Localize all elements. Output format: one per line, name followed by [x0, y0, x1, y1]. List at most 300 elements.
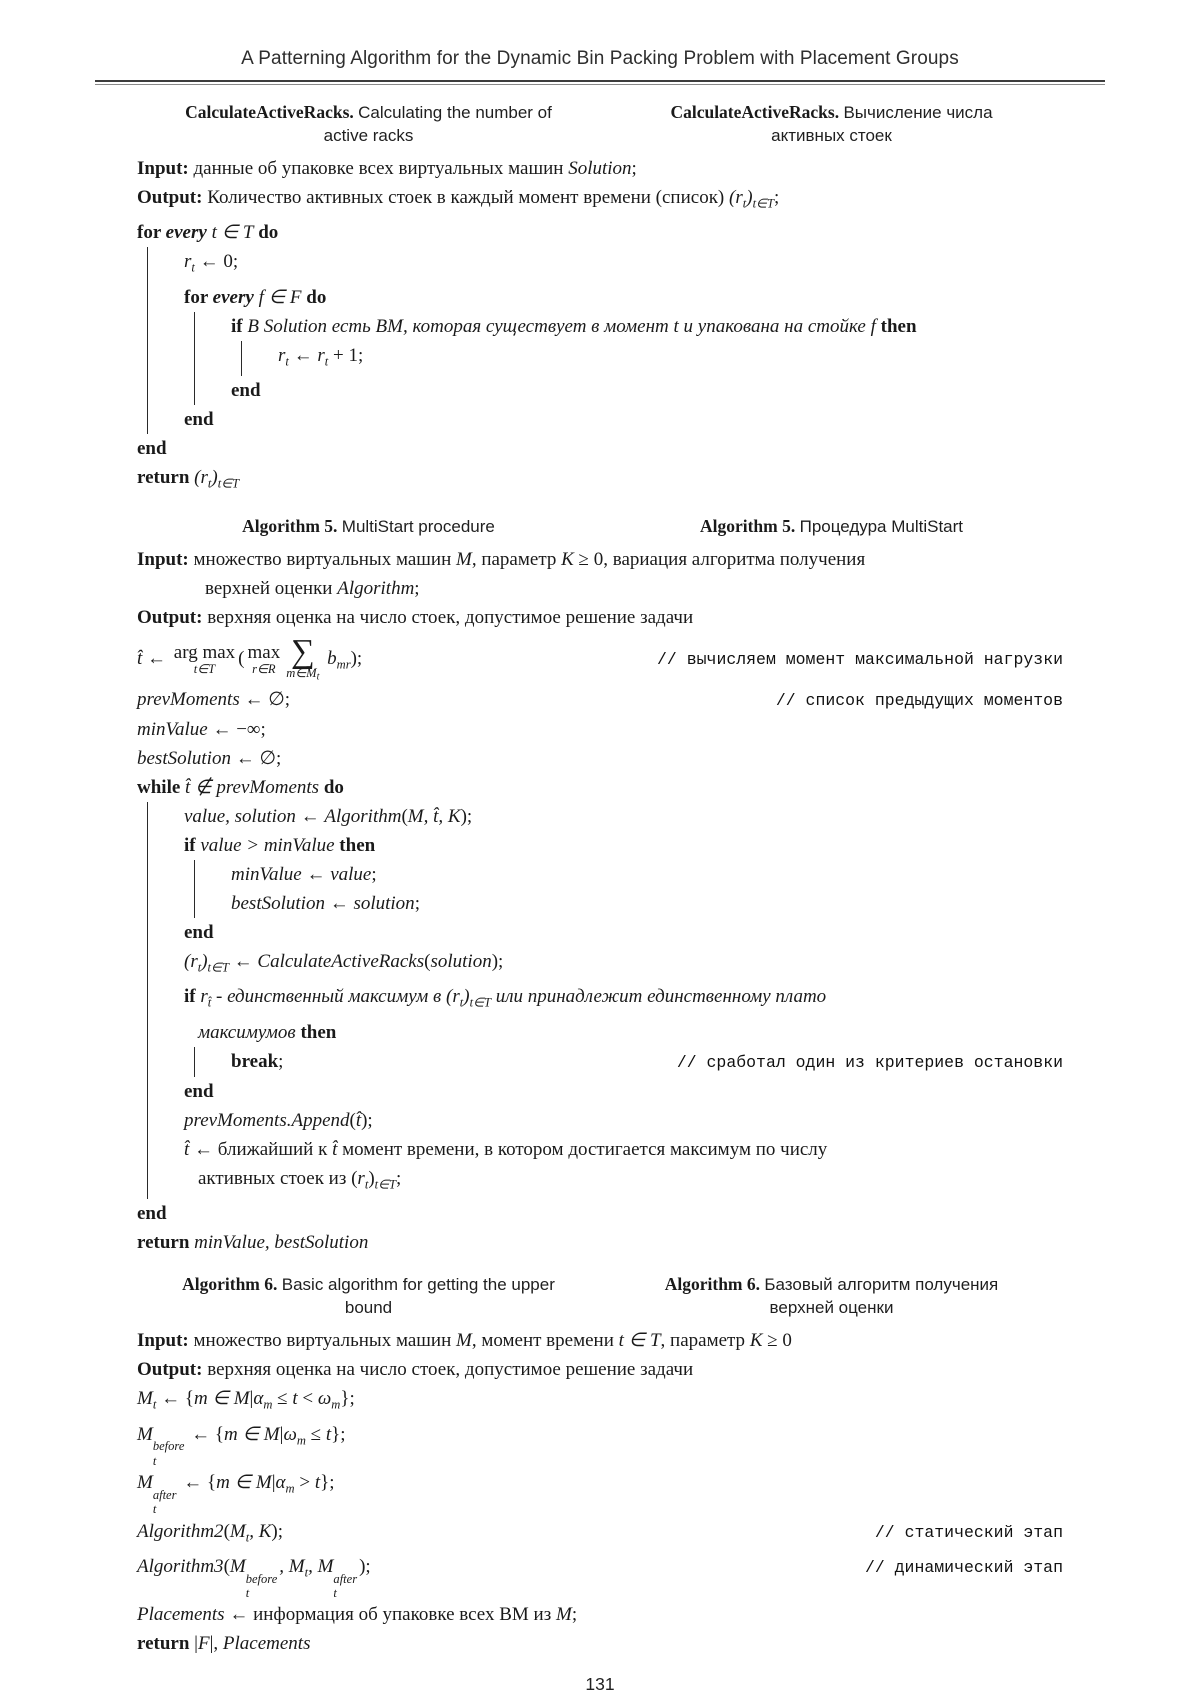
text-run: ← {: [178, 1472, 217, 1494]
text-run: [600, 515, 1063, 539]
text-run: [252, 663, 275, 676]
text-run: t̂: [332, 1138, 338, 1160]
text-run: ω: [317, 1388, 332, 1410]
algo-line: [137, 1420, 1063, 1469]
text-run: ←: [288, 344, 318, 366]
text-run: while: [137, 777, 186, 799]
text-run: return: [137, 1232, 195, 1254]
supsub: [153, 1488, 177, 1517]
text-run: Placements: [137, 1604, 225, 1626]
text-run: >: [294, 1472, 315, 1494]
text-run: |,: [209, 1633, 223, 1655]
code-comment: // динамический этап: [864, 1557, 1063, 1577]
text-run: end: [137, 438, 167, 460]
text-run: + 1;: [328, 344, 364, 366]
algo-line: [137, 603, 1063, 632]
text-run: (: [349, 1109, 356, 1131]
text-run: if: [184, 986, 201, 1008]
algo-line: [184, 802, 1063, 831]
text-run: minValue: [231, 864, 302, 886]
text-run: );: [271, 1520, 283, 1542]
text-run: arg max: [173, 641, 236, 663]
algo-line: [231, 1047, 1063, 1077]
text-run: (r: [729, 187, 743, 208]
text-run: [184, 802, 472, 831]
text-run: [137, 545, 865, 574]
text-run: r∈R: [252, 661, 276, 676]
text-run: r: [184, 251, 192, 273]
text-run: [194, 663, 215, 676]
algo-line: [137, 1199, 1063, 1228]
text-run: return: [137, 1633, 195, 1655]
text-run: );: [460, 806, 473, 828]
text-run: };: [340, 1388, 355, 1410]
text-run: ←: [228, 951, 258, 973]
algorithm-caption-left: [137, 515, 600, 539]
text-run: M: [229, 1555, 246, 1577]
caption-text: верхней оценки: [769, 1298, 894, 1318]
text-run: ← {: [186, 1423, 225, 1445]
text-run: CalculateActiveRacks: [257, 951, 425, 973]
text-run: (r: [194, 467, 208, 489]
text-run: активных стоек из (: [198, 1167, 358, 1189]
text-run: [137, 1468, 335, 1517]
text-run: [184, 947, 503, 982]
algo-line: [137, 1355, 1063, 1384]
text-run: t: [314, 1472, 321, 1494]
algo-block: [241, 341, 1063, 376]
text-run: r: [357, 1167, 365, 1189]
algo-line: [137, 1468, 1063, 1517]
text-run: end: [231, 380, 261, 402]
text-run: [231, 1047, 283, 1076]
text-run: solution: [430, 951, 492, 973]
code-comment: // сработал один из критериев остановки: [676, 1052, 1063, 1072]
text-run: t∈T: [207, 960, 229, 975]
text-run: b: [322, 647, 337, 669]
text-run: t∈T: [217, 476, 240, 491]
text-run: m: [296, 1432, 306, 1447]
text-run: t: [459, 995, 464, 1010]
text-run: максимумов: [198, 1021, 301, 1043]
text-run: [205, 574, 420, 603]
algo-line: [137, 154, 1063, 183]
text-run: minValue, bestSolution: [194, 1232, 369, 1254]
text-run: (r: [184, 951, 198, 973]
text-run: ← {: [156, 1388, 194, 1410]
text-run: ← 0;: [194, 251, 239, 273]
text-run: [231, 312, 917, 341]
text-run: then: [300, 1021, 337, 1043]
text-run: [278, 341, 363, 376]
algo-line: [184, 982, 1063, 1017]
text-run: t: [333, 1586, 337, 1601]
text-run: after: [333, 1571, 358, 1586]
text-run: if: [231, 315, 248, 337]
algorithm-body: [137, 154, 1063, 499]
algo-block: [194, 1047, 1063, 1077]
text-run: ;: [396, 1167, 402, 1189]
algo-line: [137, 1600, 1063, 1629]
algorithm-caption-row: [137, 101, 1063, 148]
text-run: K: [749, 1330, 763, 1352]
text-run: M: [137, 1388, 153, 1410]
text-run: t̂: [184, 1138, 190, 1160]
text-run: Algorithm: [337, 577, 415, 599]
text-run: α: [253, 1388, 264, 1410]
algo-line: [184, 283, 1063, 312]
text-run: [600, 101, 1063, 125]
text-run: before: [152, 1439, 185, 1454]
text-run: [184, 247, 238, 282]
algorithm-body: [137, 1326, 1063, 1658]
text-run: <: [297, 1388, 318, 1410]
text-run: ;: [371, 864, 377, 886]
text-run: prevMoments.Append: [184, 1109, 350, 1131]
text-run: момент времени, в котором достигается максимум по числу: [337, 1138, 828, 1160]
text-run: ): [463, 986, 470, 1008]
caption-text: bound: [344, 1298, 393, 1318]
text-run: (: [223, 1520, 230, 1542]
text-run: );: [491, 951, 504, 973]
text-run: Output:: [137, 1359, 203, 1381]
algo-line: [137, 574, 1063, 603]
text-run: - единственный максимум в (r: [211, 986, 460, 1008]
algo-line: [137, 715, 1063, 744]
text-run: end: [137, 1203, 167, 1225]
text-run: Algorithm: [324, 806, 402, 828]
page-number: 131: [585, 1674, 615, 1695]
text-run: t: [245, 1529, 250, 1544]
text-run: [137, 1552, 371, 1601]
text-run: ω: [283, 1423, 297, 1445]
text-run: [137, 463, 239, 498]
text-run: m ∈ M: [224, 1423, 280, 1445]
text-run: ≤: [272, 1388, 293, 1410]
text-run: [184, 283, 326, 312]
text-run: |: [279, 1423, 284, 1445]
text-run: Input:: [137, 548, 189, 570]
text-run: value > minValue: [200, 835, 335, 857]
header-rule: [95, 80, 1105, 85]
algo-line: [184, 1135, 1063, 1164]
text-run: t∈T: [752, 196, 774, 211]
algo-line: [184, 1106, 1063, 1135]
text-run: , K: [249, 1520, 272, 1542]
text-run: t: [742, 196, 747, 211]
text-run: ;: [278, 1050, 284, 1072]
text-run: [137, 715, 266, 744]
text-run: (: [424, 951, 431, 973]
caption-label: Algorithm 6.: [664, 1274, 765, 1295]
text-run: ≥ 0, вариация алгоритма получения: [573, 548, 866, 570]
text-run: [184, 918, 214, 947]
algorithm-caption-right: [600, 1273, 1063, 1320]
text-run: верхняя оценка на число стоек, допустимое решение задачи: [202, 1359, 694, 1381]
text-run: break: [231, 1050, 279, 1072]
text-run: Input:: [137, 1330, 189, 1352]
text-run: [137, 1326, 792, 1355]
text-run: t∈T: [193, 661, 216, 676]
text-run: ← ∅;: [230, 748, 282, 770]
code-comment: // вычисляем момент максимальной нагрузки: [657, 649, 1063, 669]
text-run: [137, 1228, 368, 1257]
text-run: [184, 405, 214, 434]
text-run: , момент времени: [471, 1330, 619, 1352]
text-run: (: [223, 1555, 230, 1577]
text-run: do: [301, 286, 327, 308]
text-run: t̂: [355, 1109, 362, 1131]
text-run: m∈M: [286, 666, 317, 681]
algo-line: [137, 744, 1063, 773]
algo-block: [147, 802, 1063, 1199]
text-run: [198, 1164, 401, 1199]
caption-text: Вычисление числа: [843, 103, 993, 122]
algo-line: [137, 773, 1063, 802]
text-run: , параметр: [660, 1330, 750, 1352]
text-run: [137, 632, 363, 684]
text-run: m: [285, 1481, 295, 1496]
text-run: ): [746, 187, 753, 208]
text-run: [184, 1106, 373, 1135]
text-run: ←: [142, 647, 171, 669]
text-run: [137, 515, 600, 539]
text-run: t∈T: [469, 995, 491, 1010]
text-run: ∑: [290, 632, 315, 670]
text-run: [198, 1018, 336, 1047]
text-run: do: [253, 222, 279, 244]
text-run: [231, 376, 261, 405]
caption-label: Algorithm 5.: [242, 515, 342, 536]
algo-line: [137, 218, 1063, 247]
text-run: every: [165, 222, 212, 244]
text-run: M: [137, 1472, 153, 1494]
text-run: t: [207, 476, 212, 491]
text-run: t: [324, 354, 329, 369]
algo-line: [137, 632, 1063, 684]
text-run: [137, 1600, 577, 1629]
text-run: ;: [773, 187, 780, 208]
algo-line: [137, 1384, 1063, 1419]
text-run: [137, 1517, 283, 1552]
text-run: M: [456, 548, 472, 570]
text-run: minValue: [137, 719, 208, 741]
text-run: [137, 1355, 693, 1384]
text-run: α: [275, 1472, 286, 1494]
text-run: t: [152, 1397, 157, 1412]
caption-text: Basic algorithm for getting the upper: [281, 1275, 555, 1295]
algorithm-caption-right: [600, 101, 1063, 148]
text-run: then: [334, 835, 376, 857]
algo-line: [184, 405, 1063, 434]
text-run: [184, 1135, 827, 1164]
text-run: value, solution: [184, 806, 296, 828]
text-run: |: [271, 1472, 276, 1494]
algo-line: [184, 947, 1063, 982]
text-run: value: [330, 864, 372, 886]
text-run: [137, 603, 693, 632]
text-run: , M: [308, 1555, 334, 1577]
text-run: };: [331, 1423, 346, 1445]
text-run: , M: [279, 1555, 305, 1577]
caption-text: Calculating the number of: [358, 103, 552, 122]
sum-operator: [286, 632, 320, 684]
algo-line: [137, 545, 1063, 574]
text-run: [286, 667, 319, 683]
text-run: ;: [414, 577, 420, 599]
text-run: bestSolution: [231, 893, 325, 915]
caption-text: Базовый алгоритм получения: [764, 1275, 999, 1295]
text-run: M: [555, 1604, 572, 1626]
text-run: [137, 183, 779, 218]
text-run: );: [350, 647, 363, 669]
text-run: M: [456, 1330, 472, 1352]
text-run: for: [137, 222, 166, 244]
text-run: t̂ ∉ prevMoments: [185, 777, 320, 799]
text-run: , параметр: [471, 548, 562, 570]
text-run: Algorithm3: [137, 1555, 224, 1577]
text-run: [137, 125, 600, 148]
text-run: t ∈ T: [618, 1330, 661, 1352]
algorithm-caption-left: [137, 101, 600, 148]
text-run: then: [880, 315, 917, 337]
algorithm-caption-right: [600, 515, 1063, 539]
algo-line: [137, 1228, 1063, 1257]
text-run: m ∈ M: [216, 1472, 272, 1494]
text-run: Input:: [137, 158, 189, 179]
text-run: В Solution есть ВМ, которая существует в момент t и упакована на стойке f: [247, 315, 881, 337]
algo-line: [137, 1517, 1063, 1552]
text-run: t: [316, 671, 320, 683]
algorithm-caption-left: [137, 1273, 600, 1320]
text-run: [600, 125, 1063, 148]
text-run: m ∈ M: [193, 1388, 250, 1410]
code-comment: // список предыдущих моментов: [775, 691, 1063, 711]
text-run: Output:: [137, 187, 203, 208]
text-run: for: [184, 286, 213, 308]
text-run: m: [263, 1397, 273, 1412]
text-run: };: [320, 1472, 335, 1494]
caption-label: Algorithm 5.: [699, 515, 800, 536]
text-run: K: [561, 548, 574, 570]
text-run: every: [212, 286, 259, 308]
text-run: Output:: [137, 606, 203, 628]
algo-line: [184, 831, 1063, 860]
text-run: do: [319, 777, 344, 799]
text-run: данные об упаковке всех виртуальных машин: [188, 158, 569, 179]
text-run: [137, 154, 637, 183]
text-run: [600, 1273, 1063, 1297]
text-run: ;: [414, 893, 420, 915]
text-run: множество виртуальных машин: [188, 548, 456, 570]
text-run: верхняя оценка на число стоек, допустимое решение задачи: [202, 606, 694, 628]
text-run: bestSolution: [137, 748, 231, 770]
text-run: m: [331, 1397, 341, 1412]
algo-line: [137, 1629, 1063, 1658]
caption-text: active racks: [323, 126, 414, 145]
algo-line: [137, 434, 1063, 463]
page-header: A Patterning Algorithm for the Dynamic Bin Packing Problem with Placement Groups: [241, 48, 959, 69]
algo-line: [184, 247, 1063, 282]
text-run: [137, 1420, 346, 1469]
algo-block: [147, 247, 1063, 434]
algo-block: [194, 312, 1063, 405]
text-run: r: [278, 344, 286, 366]
text-run: [184, 831, 375, 860]
algo-line: [137, 183, 1063, 218]
text-run: t: [292, 1388, 298, 1410]
algo-line: [184, 1018, 1063, 1047]
text-run: max: [247, 641, 281, 663]
text-run: множество виртуальных машин: [188, 1330, 456, 1352]
text-run: solution: [353, 893, 415, 915]
text-run: [137, 1199, 167, 1228]
text-run: f ∈ F: [258, 286, 302, 308]
text-run: end: [184, 922, 214, 944]
caption-text: MultiStart procedure: [341, 516, 495, 536]
text-run: after: [152, 1487, 177, 1502]
algo-line: [184, 1164, 1063, 1199]
text-run: (: [238, 647, 245, 669]
text-run: ): [211, 467, 218, 489]
under-operator: [248, 643, 281, 676]
text-run: ← ∅;: [239, 689, 291, 711]
text-run: t: [245, 1586, 250, 1601]
caption-text: Процедура MultiStart: [799, 516, 964, 536]
text-run: ←: [301, 864, 331, 886]
text-run: before: [245, 1571, 278, 1586]
text-run: [231, 860, 377, 889]
text-run: ←: [295, 806, 325, 828]
text-run: );: [361, 1109, 373, 1131]
text-run: или принадлежит единственному плато: [490, 986, 827, 1008]
text-run: t̂: [137, 647, 143, 669]
text-run: t: [364, 1177, 369, 1192]
caption-label: Algorithm 6.: [182, 1274, 282, 1295]
text-run: (: [401, 806, 408, 828]
text-run: Algorithm2: [137, 1520, 224, 1542]
text-run: t: [152, 1502, 157, 1517]
text-run: t̂: [207, 995, 212, 1010]
text-run: ;: [631, 158, 637, 179]
algo-line: [231, 889, 1063, 918]
algo-line: [278, 341, 1063, 376]
under-operator: [174, 643, 235, 676]
text-run: end: [184, 1080, 214, 1102]
algo-line: [137, 685, 1063, 715]
text-run: ≤: [305, 1423, 326, 1445]
text-run: [137, 434, 167, 463]
text-run: |: [194, 1633, 198, 1655]
text-run: if: [184, 835, 201, 857]
code-comment: // статический этап: [874, 1522, 1063, 1542]
algo-line: [231, 312, 1063, 341]
text-run: [137, 773, 344, 802]
text-run: t: [325, 1423, 332, 1445]
text-run: [600, 1297, 1063, 1320]
caption-label: CalculateActiveRacks.: [185, 102, 359, 122]
algo-block: [194, 860, 1063, 918]
algorithm-caption-row: [137, 1273, 1063, 1320]
text-run: t: [304, 1565, 309, 1580]
text-run: Количество активных стоек в каждый момент времени (список): [202, 187, 730, 208]
caption-label: CalculateActiveRacks.: [670, 102, 844, 122]
text-run: t ∈ T: [211, 222, 254, 244]
text-run: [184, 982, 826, 1017]
algorithms-content: [137, 101, 1063, 1658]
text-run: ≥ 0: [762, 1330, 792, 1352]
algo-line: [137, 1326, 1063, 1355]
